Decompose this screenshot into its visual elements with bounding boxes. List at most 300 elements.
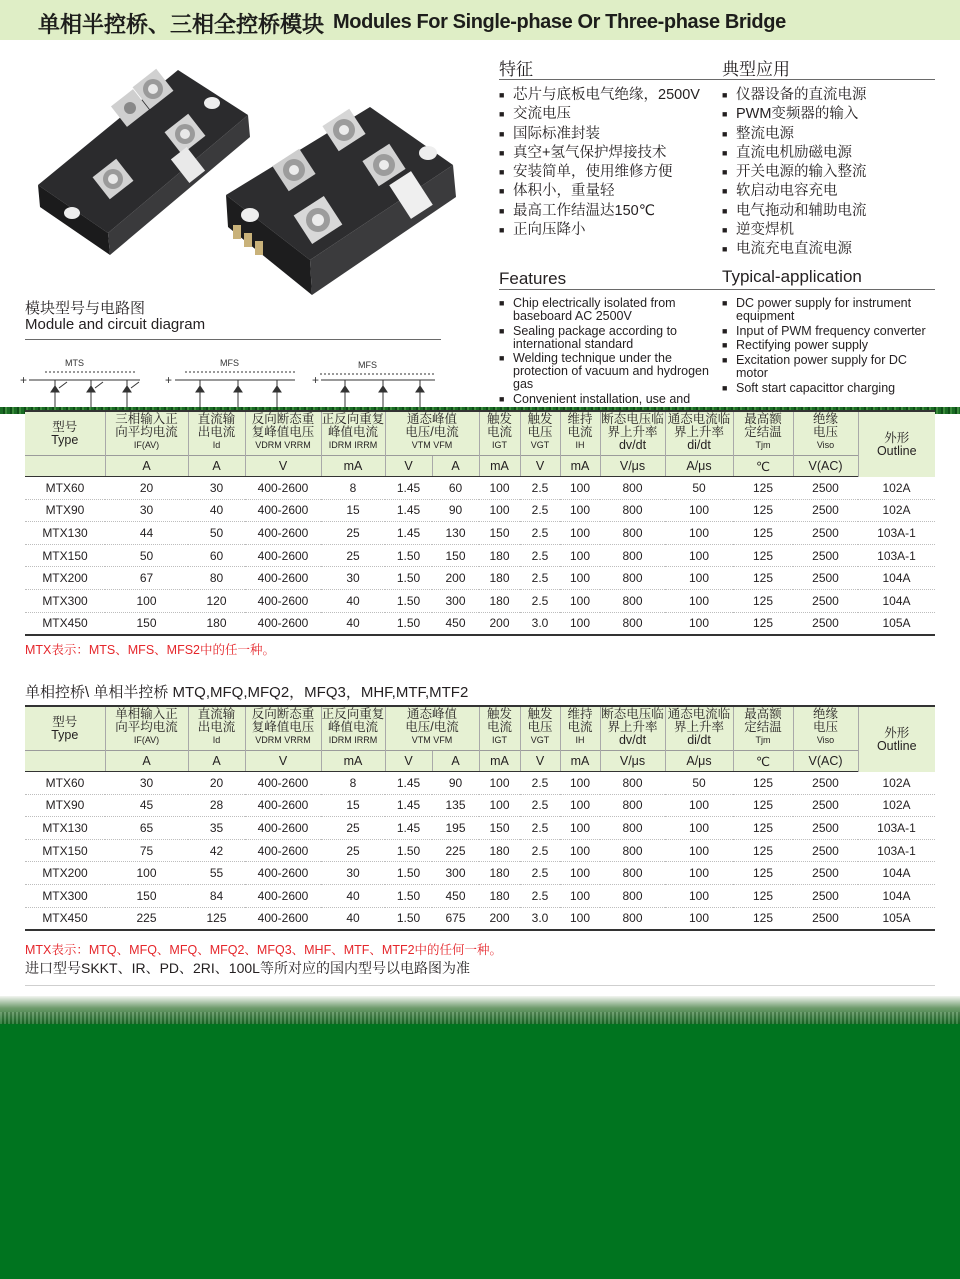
table-row <box>25 817 935 840</box>
value-cell: 180 <box>479 589 520 612</box>
col-header: 峰值电流 <box>327 425 378 439</box>
applications-en-heading: Typical-application <box>722 267 862 286</box>
circuit-mfs <box>165 358 295 410</box>
value-cell: 50 <box>665 772 733 795</box>
features-en-list <box>499 297 709 407</box>
value-cell: 225 <box>432 839 479 862</box>
value-cell: 100 <box>105 589 188 612</box>
value-cell: 100 <box>479 772 520 795</box>
value-cell: 125 <box>733 907 793 930</box>
value-cell: 55 <box>188 862 245 885</box>
table-row <box>25 499 935 522</box>
list-item: ■ 电气拖动和辅助电流 <box>722 202 935 221</box>
list-item: ■ Chip electrically isolated from baseboard AC 2500V <box>499 297 709 323</box>
value-cell: 2500 <box>793 612 858 635</box>
value-cell: 800 <box>600 884 665 907</box>
value-cell: 100 <box>560 499 600 522</box>
value-cell: 2500 <box>793 862 858 885</box>
spec-table-1 <box>25 410 935 636</box>
table-row <box>25 839 935 862</box>
value-cell: 30 <box>321 567 385 590</box>
value-cell: 40 <box>321 612 385 635</box>
value-cell: 130 <box>432 522 479 545</box>
col-symbol: VDRM VRRM <box>255 440 311 450</box>
value-cell: 180 <box>479 839 520 862</box>
value-cell: 25 <box>321 544 385 567</box>
value-cell: 100 <box>665 794 733 817</box>
value-cell: 1.45 <box>385 817 432 840</box>
value-cell: 150 <box>105 884 188 907</box>
unit-cell: ℃ <box>733 456 793 477</box>
table-row <box>25 522 935 545</box>
value-cell: 40 <box>321 907 385 930</box>
unit-cell: V(AC) <box>793 751 858 772</box>
value-cell: 105A <box>858 907 935 930</box>
value-cell: 180 <box>479 862 520 885</box>
model-cell: MTX150 <box>25 544 105 567</box>
value-cell: 1.50 <box>385 544 432 567</box>
col-header: 外形 <box>884 430 910 445</box>
value-cell: 1.45 <box>385 772 432 795</box>
col-header: 向平均电流 <box>115 425 178 439</box>
col-symbol: VDRM VRRM <box>255 735 311 745</box>
table-body-2 <box>25 772 935 931</box>
value-cell: 125 <box>733 477 793 500</box>
applications-cn-list <box>722 86 935 260</box>
table-row <box>25 589 935 612</box>
note-1: MTX表示：MTS、MFS、MFS2中的任一种。 <box>25 643 275 657</box>
value-cell: 400-2600 <box>245 544 321 567</box>
value-cell: 2.5 <box>520 522 560 545</box>
applications-en-list <box>722 297 935 396</box>
model-cell: MTX300 <box>25 884 105 907</box>
unit-cell: ℃ <box>733 751 793 772</box>
value-cell: 120 <box>188 589 245 612</box>
col-header: 电流 <box>567 425 593 439</box>
value-cell: 42 <box>188 839 245 862</box>
value-cell: 2500 <box>793 907 858 930</box>
module-photo-1 <box>38 69 250 255</box>
value-cell: 800 <box>600 589 665 612</box>
list-item: ■ 芯片与底板电气绝缘，2500V <box>499 86 714 105</box>
value-cell: 135 <box>432 794 479 817</box>
value-cell: 3.0 <box>520 907 560 930</box>
value-cell: 800 <box>600 499 665 522</box>
value-cell: 195 <box>432 817 479 840</box>
list-item: ■ 仪器设备的直流电源 <box>722 86 935 105</box>
value-cell: 100 <box>665 567 733 590</box>
value-cell: 400-2600 <box>245 522 321 545</box>
value-cell: 125 <box>733 839 793 862</box>
col-symbol: VGT <box>530 440 550 450</box>
section-2-title: 单相控桥\ 单相半控桥 MTQ,MFQ,MFQ2，MFQ3，MHF,MTF,MTF2 <box>25 684 469 701</box>
list-item: ■ Convenient installation, use and <box>499 393 709 406</box>
value-cell: 65 <box>105 817 188 840</box>
value-cell: 2500 <box>793 477 858 500</box>
value-cell: 100 <box>560 794 600 817</box>
value-cell: 100 <box>479 477 520 500</box>
col-symbol: Tjm <box>755 735 771 745</box>
value-cell: 1.45 <box>385 477 432 500</box>
col-header: 复峰值电压 <box>251 720 315 734</box>
circuit-mfs-2 <box>312 360 435 410</box>
col-header: 出电流 <box>197 425 236 439</box>
col-symbol: Tjm <box>755 440 771 450</box>
value-cell: 400-2600 <box>245 862 321 885</box>
value-cell: 45 <box>105 794 188 817</box>
divider <box>499 289 935 290</box>
col-symbol: IF(AV) <box>133 735 160 745</box>
table-row <box>25 612 935 635</box>
value-cell: 102A <box>858 477 935 500</box>
col-header: 电压 <box>813 720 839 734</box>
value-cell: 30 <box>105 772 188 795</box>
value-cell: 1.45 <box>385 522 432 545</box>
list-item: ■ 交流电压 <box>499 105 714 124</box>
value-cell: 2.5 <box>520 862 560 885</box>
value-cell: 50 <box>105 544 188 567</box>
value-cell: 100 <box>665 862 733 885</box>
col-symbol: di/dt <box>687 438 711 452</box>
list-item: ■ 开关电源的输入整流 <box>722 163 935 182</box>
col-symbol: IH <box>575 440 585 450</box>
value-cell: 800 <box>600 522 665 545</box>
value-cell: 100 <box>665 884 733 907</box>
col-header: 复峰值电压 <box>251 425 315 439</box>
value-cell: 400-2600 <box>245 817 321 840</box>
col-header: 界上升率 <box>674 720 725 734</box>
value-cell: 400-2600 <box>245 794 321 817</box>
unit-cell: V/μs <box>600 751 665 772</box>
value-cell: 2500 <box>793 817 858 840</box>
value-cell: 90 <box>432 499 479 522</box>
col-header: 出电流 <box>197 720 236 734</box>
value-cell: 800 <box>600 839 665 862</box>
unit-cell: A/μs <box>665 456 733 477</box>
unit-cell: V <box>520 751 560 772</box>
circuit-label: MFS <box>358 360 377 370</box>
col-header: 维持 <box>567 412 593 426</box>
value-cell: 67 <box>105 567 188 590</box>
circuit-diagrams <box>15 352 485 410</box>
unit-cell: mA <box>321 456 385 477</box>
unit-cell: A <box>105 456 188 477</box>
value-cell: 1.50 <box>385 839 432 862</box>
value-cell: 2.5 <box>520 567 560 590</box>
list-item: ■ 体积小，重量轻 <box>499 182 714 201</box>
value-cell: 104A <box>858 884 935 907</box>
divider <box>499 79 935 80</box>
unit-cell: V <box>245 751 321 772</box>
col-symbol: dv/dt <box>618 733 647 747</box>
list-item: ■ 整流电源 <box>722 125 935 144</box>
value-cell: 25 <box>321 522 385 545</box>
value-cell: 2.5 <box>520 794 560 817</box>
col-symbol: di/dt <box>687 733 711 747</box>
col-header: 触发 <box>527 707 553 721</box>
value-cell: 25 <box>321 817 385 840</box>
value-cell: 100 <box>665 544 733 567</box>
page-title-en: Modules For Single-phase Or Three-phase Bridge <box>333 11 786 33</box>
value-cell: 103A-1 <box>858 522 935 545</box>
note-3: 进口型号SKKT、IR、PD、2RI、100L等所对应的国内型号以电路图为准 <box>25 960 470 976</box>
col-header: 通态电流临 <box>667 707 731 721</box>
model-cell: MTX300 <box>25 589 105 612</box>
value-cell: 15 <box>321 794 385 817</box>
value-cell: 1.50 <box>385 907 432 930</box>
value-cell: 100 <box>665 499 733 522</box>
col-header: 单相输入正 <box>115 707 178 721</box>
value-cell: 8 <box>321 477 385 500</box>
value-cell: 40 <box>188 499 245 522</box>
col-symbol: Id <box>212 440 221 450</box>
col-header: 最高额 <box>744 707 782 721</box>
divider <box>25 339 441 340</box>
value-cell: 100 <box>560 772 600 795</box>
value-cell: 150 <box>432 544 479 567</box>
value-cell: 2500 <box>793 772 858 795</box>
unit-cell: V <box>385 751 432 772</box>
model-cell: MTX130 <box>25 522 105 545</box>
col-header: 定结温 <box>744 720 782 734</box>
col-header: Outline <box>876 738 917 753</box>
module-photo-2 <box>226 107 456 295</box>
list-item: ■ PWM变频器的输入 <box>722 105 935 124</box>
value-cell: 400-2600 <box>245 589 321 612</box>
value-cell: 800 <box>600 567 665 590</box>
col-header: 正反向重复 <box>321 707 385 721</box>
value-cell: 104A <box>858 589 935 612</box>
table-row <box>25 772 935 795</box>
note-2: MTX表示：MTQ、MFQ、MFQ、MFQ2、MFQ3、MHF、MTF、MTF2中的任何一种。 <box>25 943 503 957</box>
list-item: ■ 安装简单，使用维修方便 <box>499 163 714 182</box>
value-cell: 180 <box>479 884 520 907</box>
value-cell: 44 <box>105 522 188 545</box>
value-cell: 100 <box>665 522 733 545</box>
col-header: 维持 <box>567 707 593 721</box>
model-cell: MTX150 <box>25 839 105 862</box>
unit-cell: V/μs <box>600 456 665 477</box>
unit-cell: mA <box>321 751 385 772</box>
col-header: 电压 <box>813 425 839 439</box>
value-cell: 100 <box>105 862 188 885</box>
value-cell: 100 <box>560 589 600 612</box>
svg-text:+: + <box>312 373 320 387</box>
unit-cell: A <box>188 456 245 477</box>
value-cell: 400-2600 <box>245 907 321 930</box>
value-cell: 2500 <box>793 589 858 612</box>
col-type-en: Type <box>51 728 79 742</box>
col-header: 向平均电流 <box>115 720 178 734</box>
value-cell: 225 <box>105 907 188 930</box>
value-cell: 2.5 <box>520 499 560 522</box>
list-item: ■ Input of PWM frequency converter <box>722 325 935 338</box>
value-cell: 28 <box>188 794 245 817</box>
value-cell: 40 <box>321 589 385 612</box>
list-item: ■ DC power supply for instrument equipment <box>722 297 935 323</box>
value-cell: 100 <box>560 477 600 500</box>
value-cell: 1.50 <box>385 589 432 612</box>
value-cell: 125 <box>733 522 793 545</box>
col-type-cn: 型号 <box>52 420 78 434</box>
value-cell: 125 <box>733 862 793 885</box>
value-cell: 2500 <box>793 567 858 590</box>
value-cell: 100 <box>479 499 520 522</box>
model-cell: MTX60 <box>25 772 105 795</box>
value-cell: 35 <box>188 817 245 840</box>
col-type-cn: 型号 <box>52 715 78 729</box>
unit-cell: V <box>245 456 321 477</box>
model-cell: MTX90 <box>25 499 105 522</box>
col-header: 触发 <box>487 412 513 426</box>
col-header: 直流输 <box>197 707 236 721</box>
list-item: ■ Rectifying power supply <box>722 339 935 352</box>
model-cell: MTX450 <box>25 612 105 635</box>
list-item: ■ 最高工作结温达150℃ <box>499 202 714 221</box>
value-cell: 800 <box>600 794 665 817</box>
svg-text:+: + <box>20 373 28 387</box>
value-cell: 125 <box>733 884 793 907</box>
value-cell: 125 <box>733 817 793 840</box>
circuit-label: MFS <box>220 358 239 368</box>
col-header: 三相输入正 <box>115 412 178 426</box>
value-cell: 125 <box>733 544 793 567</box>
applications-cn-heading: 典型应用 <box>722 60 790 79</box>
value-cell: 30 <box>188 477 245 500</box>
value-cell: 100 <box>560 839 600 862</box>
value-cell: 60 <box>188 544 245 567</box>
list-item: ■ 直流电机励磁电源 <box>722 144 935 163</box>
col-header: 电压 <box>527 425 553 439</box>
svg-text:+: + <box>165 373 173 387</box>
value-cell: 2.5 <box>520 589 560 612</box>
value-cell: 200 <box>432 567 479 590</box>
table-row <box>25 907 935 930</box>
col-header: 通态电流临 <box>667 412 731 426</box>
value-cell: 100 <box>560 522 600 545</box>
col-header: 电流 <box>487 720 513 734</box>
col-header: 界上升率 <box>607 720 658 734</box>
units-row <box>25 456 935 477</box>
unit-cell: A/μs <box>665 751 733 772</box>
value-cell: 50 <box>188 522 245 545</box>
col-header: 电流 <box>487 425 513 439</box>
list-item: ■ 逆变焊机 <box>722 221 935 240</box>
table-row <box>25 544 935 567</box>
value-cell: 100 <box>560 544 600 567</box>
model-cell: MTX60 <box>25 477 105 500</box>
list-item: ■ Welding technique under the protection of vacuum and hydrogen gas <box>499 352 709 391</box>
table-body-1 <box>25 477 935 636</box>
features-cn-list <box>499 86 714 240</box>
value-cell: 2500 <box>793 794 858 817</box>
value-cell: 50 <box>665 477 733 500</box>
value-cell: 1.50 <box>385 567 432 590</box>
spec-table-2 <box>25 705 935 931</box>
value-cell: 400-2600 <box>245 477 321 500</box>
footer-green-panel <box>0 1024 960 1279</box>
value-cell: 84 <box>188 884 245 907</box>
value-cell: 800 <box>600 612 665 635</box>
value-cell: 800 <box>600 477 665 500</box>
value-cell: 400-2600 <box>245 884 321 907</box>
col-symbol: dv/dt <box>618 438 647 452</box>
value-cell: 150 <box>105 612 188 635</box>
table-row <box>25 884 935 907</box>
col-header: 反向断态重 <box>251 412 315 426</box>
list-item: ■ Sealing package according to international standard <box>499 325 709 351</box>
col-header: 通态峰值 <box>407 707 458 721</box>
value-cell: 800 <box>600 907 665 930</box>
value-cell: 125 <box>733 589 793 612</box>
value-cell: 1.50 <box>385 862 432 885</box>
value-cell: 450 <box>432 884 479 907</box>
value-cell: 3.0 <box>520 612 560 635</box>
value-cell: 1.50 <box>385 612 432 635</box>
value-cell: 2500 <box>793 884 858 907</box>
value-cell: 80 <box>188 567 245 590</box>
unit-cell: mA <box>479 751 520 772</box>
value-cell: 2.5 <box>520 544 560 567</box>
col-header: 外形 <box>884 725 910 740</box>
unit-cell: V <box>385 456 432 477</box>
value-cell: 103A-1 <box>858 544 935 567</box>
list-item: ■ 软启动电容充电 <box>722 182 935 201</box>
value-cell: 60 <box>432 477 479 500</box>
col-header: 断态电压临 <box>601 707 664 721</box>
unit-cell: mA <box>560 751 600 772</box>
value-cell: 100 <box>560 862 600 885</box>
value-cell: 75 <box>105 839 188 862</box>
value-cell: 100 <box>560 884 600 907</box>
model-cell: MTX200 <box>25 862 105 885</box>
product-photo <box>28 55 468 305</box>
unit-cell: A <box>432 456 479 477</box>
value-cell: 2500 <box>793 522 858 545</box>
unit-cell: mA <box>479 456 520 477</box>
col-header: 反向断态重 <box>251 707 315 721</box>
value-cell: 103A-1 <box>858 817 935 840</box>
table-row <box>25 477 935 500</box>
list-item: ■ 真空+氢气保护焊接技术 <box>499 144 714 163</box>
model-cell: MTX130 <box>25 817 105 840</box>
value-cell: 100 <box>665 817 733 840</box>
value-cell: 1.50 <box>385 884 432 907</box>
list-item: ■ Soft start capacittor charging <box>722 382 935 395</box>
circuit-label: MTS <box>65 358 84 368</box>
circuit-mts <box>20 358 140 410</box>
value-cell: 400-2600 <box>245 612 321 635</box>
value-cell: 125 <box>188 907 245 930</box>
value-cell: 2.5 <box>520 477 560 500</box>
col-symbol: VTM VFM <box>411 440 453 450</box>
value-cell: 200 <box>479 907 520 930</box>
col-symbol: IDRM IRRM <box>328 440 378 450</box>
value-cell: 400-2600 <box>245 772 321 795</box>
value-cell: 450 <box>432 612 479 635</box>
model-cell: MTX200 <box>25 567 105 590</box>
model-cell: MTX450 <box>25 907 105 930</box>
value-cell: 125 <box>733 772 793 795</box>
value-cell: 105A <box>858 612 935 635</box>
value-cell: 180 <box>188 612 245 635</box>
col-header: 电流 <box>567 720 593 734</box>
col-header: 定结温 <box>744 425 782 439</box>
value-cell: 800 <box>600 862 665 885</box>
value-cell: 102A <box>858 794 935 817</box>
value-cell: 150 <box>479 522 520 545</box>
unit-cell: mA <box>560 456 600 477</box>
